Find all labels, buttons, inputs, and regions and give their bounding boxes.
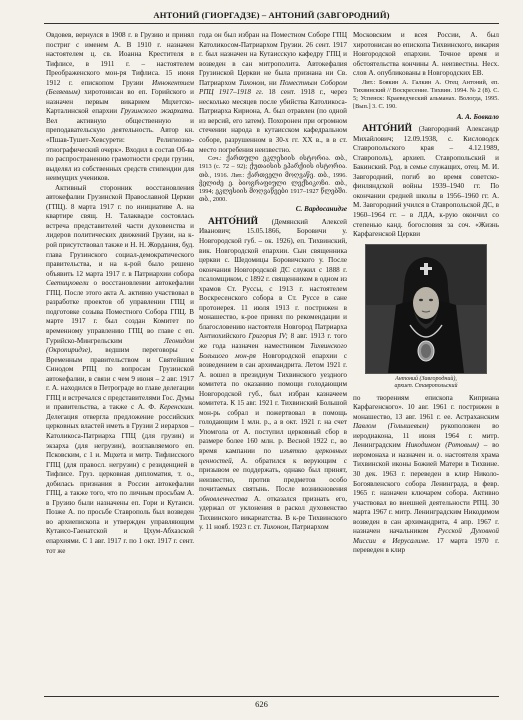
entry-paragraph: АНТО́НИЙ (Демянский Алексей Иванович; 15.05.1866, Боровичи у. Новгородской губ. – ок. 1926), еп. Тихвинский, вик. Новгородской епархии. Сын священника церкви с. Шедомицы Боровичского у. После окончания Новгородской ДС служил с 1888 г. псаломщиком, с 1892 г. священником в одном из храмов Ст. Руссы, с 1913 г. настоятелем Воскресенского собора в Ст. Руссе в сане протоиерея. 11 июля 1913 г. пострижен в монашество, к-рое принял по рекомендации и благословению настоятеля Новгород Патриарха Антиохийского Григория IV; 8 авг. 1913 г. того же года назначен наместником Тихвинского Большого мон-ря Новгородской епархии с возведением в сан архимандрита. Летом 1921 г. А. вошел в президиум Тихвинского уездного комитета по оказанию помощи голодающим Новгородской губ., был избран казначеем комитета. К 15 авг. 1921 г. Тихвинский Большой мон-рь собрал и пожертвовал в помощь голодающим 1 млн. р., а в окт. 1921 г. на счет Упомгола от А. поступил церковный сбор в размере более 160 млн. р. Весной 1922 г., во время кампании по изъятию церковных ценностей, А. обратился к верующим с призывом ее поддержать, однако был принят, неизвестно, против предметов особо почитаемых святынь. После возникновения обновленчества А. отказался признать его, удержал от уклонения в раскол духовенство Тихвинского викариатства. В к-ре Тихвинского у. 11 нояб. 1923 г. ст. Тихоном, Патриархом (199, 216, 347, 532)
entry-headword: АНТО́НИЙ (208, 216, 259, 227)
bibliography: Соч.: ქართული ეკლესიის ისტორია. თბ., 1913 (с. 72 – 92); ქუთაისის ეპარქიის ისტორია. თბ., 1916. Лит.: ქართველი მოღვაწე. თბ., 1996. ჭელიძე ე. ბიოგრაფიული ლექსიკონი. თბ., 1994; ეკლესიის მოღვაწეები 1917–1927 წლებში. თბ., 2000. (199, 155, 347, 204)
header-rule (44, 23, 499, 24)
column-3 (353, 31, 499, 556)
entry-paragraph: АНТО́НИЙ (Завгородний Александр Михайлович; 12.09.1938, с. Кисловодск Ставропольского края – 4.12.1989, Ставрополь), архиеп. Ставропольский и Бакинский. Род. в семье служащих, отец. М. И. Завгородний, погиб во время советско-финляндской войны 1939–1940 гг. По окончании средней школы в 1956–1960 гг. А. М. Завгородний учился в Ставропольской ДС, в 1960–1964 гг. – в ЛДА, к-рую окончил со степенью канд. богословия за соч. «Жизнь Карфагенской Церкви (353, 124, 499, 239)
paragraph: Московским и всея России, А. был хиротонисан во епископа Тихвинского, викария Новгородской епархии. Точное время и обстоятельства кончины А. неизвестны. Несх. слов А. опубликованы в Новгородских ЕВ. (353, 31, 499, 78)
column-2 (199, 31, 347, 533)
entry-headword: АНТО́НИЙ (362, 124, 413, 135)
photo-caption: Антоний (Завгородний), архиеп. Ставропольский (394, 375, 458, 390)
paragraph: по творениям епископа Киприана Карфагенского». 10 авг. 1961 г. пострижен в монашество, 13 авг. 1961 г. ее. Астраханским Павлом (Голышевым) рукоположен во иеродиакона, 11 июня 1964 г. митр. Ленинградским Никодимом (Ротовым) – во иеромонаха и назначен и. о. настоятеля храма Тихвинской иконы Божией Матери в Тихвине. 30 дек. 1963 г. переведен в клир Николо-Богоявленского собора Ленинграда, в февр. 1965 г. назначен ключарем собора. Активно участвовал во внешней деятельности РПЦ. 30 марта 1967 г. митр. Ленинградским Никодимом возведен в сан архимандрита, 4 апр. 1967 г. назначен начальником Русской Духовной Миссии в Иерусалиме. 17 марта 1970 г. переведен в клир (353, 393, 499, 555)
footer-rule (44, 696, 499, 697)
page-number: 626 (247, 699, 276, 709)
author-signature: С. Вардосанидзе (295, 205, 347, 214)
paragraph: года он был избран на Поместном Соборе ГПЦ Католикосом-Патриархом Грузии. 26 сент. 1917 г. был назначен на Кутаисскую кафедру ГПЦ и возведен в сан митрополита. Автокефалия Грузинской Церкви не была признана ни Св. Патриархом Тихоном, ни Поместным Собором РПЦ 1917–1918 гг. 18 сент. 1918 г., через несколько месяцев после убийства Католикоса-Патриарха Кириона, А. был отравлен (по одной из версий, его затем). Похоронен при огромном стечении народа в кутаисском кафедральном соборе, разрушенном в 30-х гг. XX в., в в ст. место погребения неизвестно. (199, 31, 347, 154)
paragraph: Овдовев, вернулся в 1908 г. в Грузию и принял постриг с именем А. В 1910 г. назначен настоятелем ц. св. Иоанна Крестителя в Тифлисе, в 1911 г. – настоятелем Преображенского мон-ря Тифлиса. 15 июня 1912 г. епископом Грузии Иннокентием (Беляевым) хиротонисан во еп. Горийского и назначен первым викарием Мцхетско-Карталинской епархии Грузинского экзархата. Вел активную общественную и преподавательскую деятельность. Автор кн. «Пшав-Тушет-Хевсурети: Религиозно-этнографический очерк». Входил в состав Об-ва по распространению грамотности среди грузин, выделял из собственных средств стипендии для неимущих учеников. (46, 31, 194, 183)
column-1 (46, 31, 194, 556)
running-header: АНТОНИЙ (ГИОРГАДЗЕ) – АНТОНИЙ (ЗАВГОРОДНИЙ) (153, 10, 390, 20)
portrait-image (366, 245, 486, 373)
paragraph: Активный сторонник восстановления автокефалии Грузинской Православной Церкви (ГПЦ). 8 марта 1917 г. по инициативе А. на квартире свящ. Н. Талаквадзе состоялась встреча представителей части духовенства и лидеров политических движений Грузии, на к-рой присутствовал также и Н. Н. Жордания, буд. глава Грузинского социал-демократического правительства, и на к-рой было решено объявить 12 марта 1917 г. в Патриархии собора Светицховели о восстановлении автокефалии ГПЦ. После этого акта А. активно участвовал в разработке проектов об управлении ГПЦ и подготовке созыва Поместного Собора ГПЦ. В марте 1917 г. был создан Комитет по временному управлению ГПЦ во главе с еп. Гурийско-Мингрельским Леонидом (Окропиридзе), ведшим переговоры с Временным правительством и Святейшим Синодом РПЦ по вопросам Грузинской автокефалии, в связи с чем 9 июня – 2 авг. 1917 г. А. находился в Петрограде во главе делегации ГПЦ и встречался с представителями Гос. Думы и правительства, а также с А. Ф. Керенским. Делегация отвергла предложение российских церковных властей иметь в Грузии 2 иерархов – Католикоса-Патриарха ГПЦ (для грузин) и экзарха (для негрузин), возглавляемого еп. Псковским, с 1 и. Мцхета и митр. Тифлисского ГПЦ (для правосл. негрузин) с резиденцией в Тифлисе. Груз. церковная дипломатия, т. о., добилась признания в России автокефалии ГПЦ, а также того, что по личным просьбам А. в Грузию были назначены еп. Гори и Кутаиси. Позже А. по просьбе Ставрополь был возведен во архиепископа и утвержден управляющим Кутаисо-Гаенатской и Цхум-Абхазской епархиями. С 1 авг. 1917 г. по 1 окт. 1917 г. сент. тот же (46, 183, 194, 555)
portrait-photo (365, 244, 487, 374)
bibliography: Лит.: Боякин А. Галкин А. Отец Антоний, еп. Тихвинский // Воскресение. Тихвин. 1994. № 2 (8). С. 5; Успенск: Краеведческий альманах. Вологда, 1995. [Вып.] 3. С. 190. (353, 78, 499, 111)
author-signature: А. А. Бовкало (456, 112, 499, 121)
